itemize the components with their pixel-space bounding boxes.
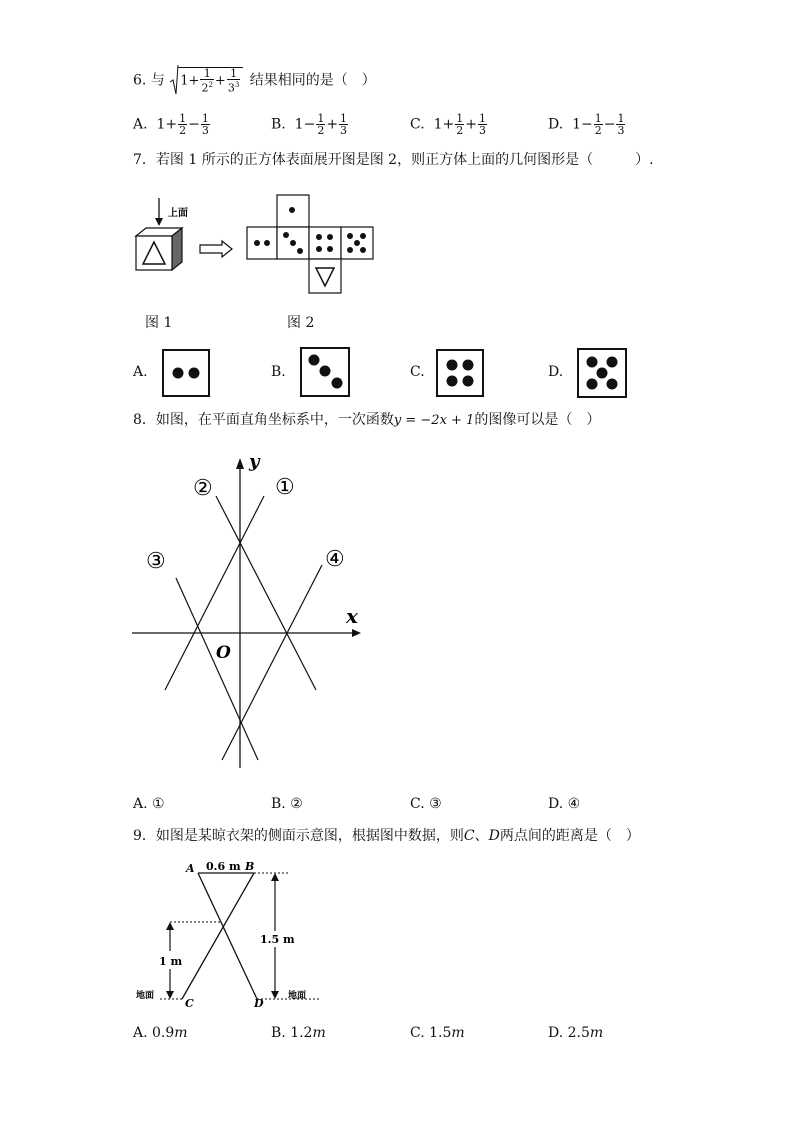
line-1-label: ① [275,475,295,500]
q6-prefix: 与 [150,72,165,89]
up-arrow-icon [166,922,174,930]
q7-option-b[interactable]: B. [271,364,286,380]
q9-option-d[interactable]: D. 2.5m [548,1025,604,1041]
down-arrow-icon [271,991,279,999]
lower-height-label: 1 m [159,955,183,968]
line-1 [165,496,264,690]
dice-three-icon[interactable] [300,347,350,397]
height-label: 1.5 m [260,933,295,946]
q6-option-a[interactable]: A. 1+ $\frac{1}{2}$ − $\frac{1}{3}$ [133,112,209,137]
q6-option-b[interactable]: B. 1− $\frac{1}{2}$ + $\frac{1}{3}$ [271,112,348,137]
up-arrow-icon [271,873,279,881]
q6-suffix: 结果相同的是（ ） [249,72,376,89]
q6-radicand: 1+ $\frac{1}{2^2}$ + $\frac{1}{3^3}$ [178,67,243,94]
cube-net-figure [247,195,373,293]
q8-option-a[interactable]: A. ① [133,796,165,812]
fig1-caption: 图 1 [145,315,173,331]
q9-option-b[interactable]: B. 1.2m [271,1025,326,1041]
cube-figure [136,198,188,270]
y-axis-arrow-icon [236,458,244,469]
q6-option-d[interactable]: D. 1− $\frac{1}{2}$ − $\frac{1}{3}$ [548,112,625,137]
ab-length-label: 0.6 m [206,860,241,873]
q7-option-c[interactable]: C. [410,364,425,380]
origin-label: O [216,643,231,663]
point-c-label: C [185,997,194,1010]
dice-two-icon[interactable] [162,349,210,397]
dice-four-icon[interactable] [436,349,484,397]
ground-right-label: 地面 [288,991,307,1001]
q9-stem: 9．如图是某晾衣架的侧面示意图，根据图中数据，则C、D两点间的距离是（ ） [133,828,640,844]
q8-option-d[interactable]: D. ④ [548,796,581,812]
x-axis-arrow-icon [352,629,361,637]
right-arrow-icon [200,241,232,257]
q6-option-c[interactable]: C. 1+ $\frac{1}{2}$ + $\frac{1}{3}$ [410,112,486,137]
q8-formula: y = −2x + 1 [393,413,475,428]
q9-option-a[interactable]: A. 0.9m [133,1025,188,1041]
top-face-label: 上面 [168,208,188,219]
q6-radical [169,67,243,94]
q8-option-c[interactable]: C. ③ [410,796,442,812]
point-a-label: A [186,862,195,875]
q8-stem: 8．如图，在平面直角坐标系中，一次函数y = −2x + 1的图像可以是（ ） [133,412,601,428]
ground-left-label: 地面 [136,991,155,1001]
fig2-caption: 图 2 [287,315,315,331]
q6-frac-1: $\frac{1}{2^2}$ [201,67,213,95]
q9-clothes-rack-diagram [130,855,330,1010]
q7-stem: 7．若图 1 所示的正方体表面展开图是图 2，则正方体上面的几何图形是（ ）. [133,152,654,168]
radical-sign-icon [169,64,179,96]
down-arrow-icon [166,991,174,999]
dice-five-icon[interactable] [577,348,627,398]
y-axis-label: y [249,451,260,472]
q8-coordinate-graph [130,450,370,780]
q6-frac-2: $\frac{1}{3^3}$ [227,67,240,95]
q6-stem [133,67,376,94]
q7-option-d[interactable]: D. [548,364,564,380]
line-3-label: ③ [146,549,166,574]
q8-option-b[interactable]: B. ② [271,796,303,812]
q6-number: 6. [133,72,147,89]
point-b-label: B [245,860,255,873]
line-2-label: ② [193,476,213,501]
point-d-label: D [254,997,264,1010]
q9-option-c[interactable]: C. 1.5m [410,1025,465,1041]
q7-option-a[interactable]: A. [133,364,148,380]
line-4-label: ④ [325,547,345,572]
x-axis-label: x [346,604,358,628]
line-2 [216,496,316,690]
q7-figures [130,190,390,305]
line-4 [222,565,322,760]
line-3 [176,578,258,760]
